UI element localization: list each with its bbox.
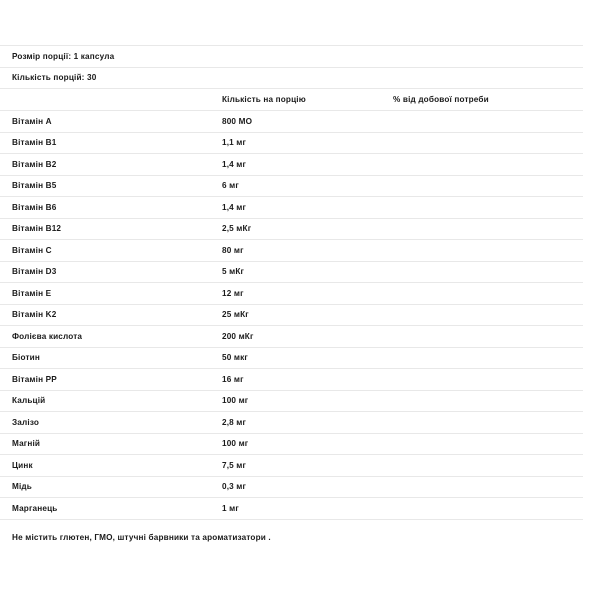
nutrient-amount: 1 мг [222,503,239,513]
nutrient-name: Вітамін B6 [12,202,57,212]
table-row [0,454,583,476]
serving-size-row [0,45,583,67]
nutrient-name: Мідь [12,482,32,492]
nutrient-amount: 2,8 мг [222,417,247,427]
nutrient-name: Магній [12,439,41,449]
nutrient-amount: 100 мг [222,439,249,449]
nutrient-name: Вітамін B5 [12,181,57,191]
nutrient-name: Вітамін E [12,288,52,298]
table-row [0,476,583,498]
table-row [0,325,583,347]
servings-per-container-row [0,67,583,89]
nutrient-amount: 1,4 мг [222,202,247,212]
nutrient-name: Залізо [12,417,40,427]
nutrient-amount: 5 мКг [222,267,245,277]
nutrient-name: Вітамін B1 [12,138,57,148]
nutrient-name: Вітамін K2 [12,310,57,320]
column-header-amount-per-serving: Кількість на порцію [222,95,306,104]
nutrient-amount: 16 мг [222,374,244,384]
nutrient-amount: 25 мКг [222,310,249,320]
nutrient-name: Біотин [12,353,40,363]
footer-disclaimer: Не містить глютен, ГМО, штучні барвники та ароматизатори . [12,532,271,542]
nutrient-name: Кальцій [12,396,46,406]
table-row [0,153,583,175]
table-header-row [0,88,583,110]
table-bottom-divider [0,519,583,520]
nutrient-name: Цинк [12,460,33,470]
nutrient-name: Марганець [12,503,58,513]
nutrient-amount: 1,1 мг [222,138,247,148]
column-header-daily-value: % від добової потреби [393,95,489,104]
nutrient-amount: 12 мг [222,288,244,298]
nutrient-amount: 200 мКг [222,331,254,341]
nutrient-name: Вітамін B2 [12,159,57,169]
nutrient-name: Вітамін B12 [12,224,62,234]
table-row [0,261,583,283]
nutrient-amount: 50 мкг [222,353,248,363]
table-row [0,196,583,218]
nutrient-amount: 6 мг [222,181,239,191]
nutrient-name: Вітамін A [12,116,52,126]
nutrient-amount: 100 мг [222,396,249,406]
table-row [0,282,583,304]
nutrient-amount: 2,5 мКг [222,224,252,234]
serving-size-label: Розмір порції: 1 капсула [12,51,115,61]
table-row [0,411,583,433]
servings-per-container-label: Кількість порцій: 30 [12,73,97,83]
nutrient-amount: 800 МО [222,116,253,126]
nutrient-amount: 80 мг [222,245,244,255]
table-row [0,239,583,261]
table-row [0,497,583,519]
table-row [0,304,583,326]
nutrient-amount: 0,3 мг [222,482,247,492]
nutrient-name: Вітамін PP [12,374,57,384]
nutrient-name: Фолієва кислота [12,331,83,341]
table-row [0,368,583,390]
table-row [0,175,583,197]
table-row [0,347,583,369]
table-row [0,218,583,240]
table-row [0,433,583,455]
table-row [0,132,583,154]
nutrient-name: Вітамін D3 [12,267,57,277]
table-row [0,110,583,132]
table-row [0,390,583,412]
nutrient-amount: 7,5 мг [222,460,247,470]
nutrient-name: Вітамін C [12,245,52,255]
nutrient-amount: 1,4 мг [222,159,247,169]
